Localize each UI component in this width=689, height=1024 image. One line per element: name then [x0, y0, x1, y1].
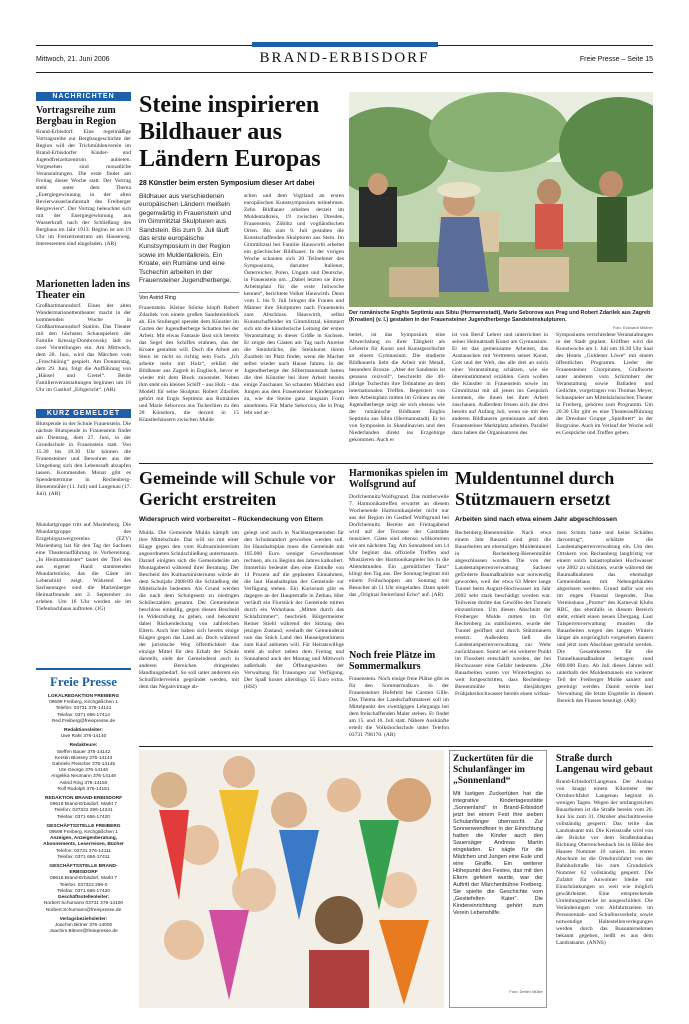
article-6-col-2: men Schutz hatte und keine Schäden davontrug“, schätzte die Landestalsperrenverwaltung ein. Um den Ortskern von Rechenberg langfristig vor einem solch katastrophalen Hochwasser wie 2002 zu schützen, wurde während der Baumaßnahmen das ehemalige Gemeindehaus mit Nebengebäuden abgerissen werden. Grund dafür war ein im engen Flusstal liegender, Das Vereinshaus „Promo“ des Karneval Klubs RBC, das ebenfalls in diesem Bereich steht, erhielt einen neuen Übergang. Laut Talsperrenverwaltung mussten die Bauarbeiten wegen des langen Winters länger als ursprünglich vorgesehen dauern und jetzt zum Abschluss gebracht werden. Die Gesamtkosten für die Tunnelbaumaßnahme betragen rund 600.000 Euro. Ab Juli dieses Jahres soll unterhalb des Muldentunnels ein weiterer Teil der Freiberger Mulde saniert und gereinigt werden. Damit werde laut Verwaltung die letzte Engstelle in diesem Bereich des Flusses beseitigt. (AR): [557, 530, 653, 704]
sculptors-photo: [349, 92, 653, 307]
short-news-label: KURZ GEMELDET: [36, 409, 131, 418]
impressum-block-2-line: Telefax: 0371 656-17420: [57, 814, 110, 820]
impressum-redakteur: Kerstin Blossey 376-14143: [54, 755, 113, 761]
issue-date: Mittwoch, 21. Juni 2006: [36, 56, 110, 63]
article-1-col-5: Symposiums verschiedene Veranstaltungen in der Stadt geplant. Eröffnet wird die Kunstwoche am 1. Juli um 16.30 Uhr Saal des Hotels „Goldener Löwe“ mit einem öffentlichen Programm. Lieder der Frauensteiner Chorpiraten, Grußworte unter anderem vom Schirmherr der Veranstaltung sowie Balladen und Gedichte, vorgetragen von Thomas Meyer, Schauspieler am Mittelsächsischen Theater in Freiberg, gehören zum Programm. Um 20.30 Uhr gibt es eine Theateraufführung der Dresdner Gruppe „Spielbrett“ in der Burgruine. Auch im Verlauf der Woche soll es Gespräche und Treffen geben.: [556, 332, 653, 436]
children-photo-image: [139, 750, 444, 1008]
article-4-body: Frauenstein. Noch einige freie Plätze gibt es für den Sommermalkurs in der Frauensteiner Hofefeld bei Carsten Gille. Das Thema der Landschaftsmalerei soll im Mittelpunkt des zweitägigen Lehrgangs bei dem freischaffenden Maler stehen. Er findet am 15. und 16. Juli statt. Nähere Auskünfte erteilt die Volkshochschule unter Telefon 03731 798170. (AR): [349, 676, 449, 738]
news-item-1-title: Vortragsreihe zum Bergbau in Region: [36, 105, 117, 127]
impressum-redakteur: Astrid Ring 376-14150: [59, 780, 108, 786]
article-1-col-4: ist von Beruf Lehrer und unterrichtet in seiner Heimatstadt Kunst am Gymnasium. Er ist das gemeinsame Arbeiten, das Austauschen mit Vertretern seiner Kunst, Gott und der Welt, das alle drei an solch einer Veranstaltung schätzen, wie sie übereinstimmend erzählen. Gern wollen die Künstler in Frauenstein sowie im Gimmlitztal mit all jenen ins Gespräch kommen, die ihnen bei ihrer Arbeit zuschauen. Außerdem freuen sich die drei bereits auf Anfang Juli, wenn sie mit den anderen Bildhauern gemeinsam auf dem Frauensteiner Marktplatz arbeiten. Parallel dazu haben die Organisatoren des: [452, 332, 548, 436]
article-2-subhead: Widerspruch wird vorbereitet – Rückendeckung von Eltern: [139, 516, 323, 523]
freie-presse-logo: Freie Presse: [49, 674, 117, 689]
article-5-headline: Zuckertüten für die Schulanfänger im „Sonnenland“: [453, 754, 534, 786]
impressum-leiter-label: Redaktionsleiter:: [64, 728, 103, 734]
impressum-block-1-line: 09599 Freiberg, Kirchgäßchen 1: [49, 700, 118, 706]
impressum-block-4-line: Telefon: 037322 296-0: [59, 882, 108, 888]
sculptors-photo-image: [349, 92, 653, 307]
impressum-block-4-line: Norbert Schumann 03731 376-14100: [43, 901, 124, 907]
article-5-body: Mit lustigen Zuckertüten hat die integrative Kindertagesstätte „Sonnenland“ in Brand-Erbisdorf jetzt bei einem Fest ihre sieben Schulanfänger überrascht. Zur Sonnenwendfeier in der Einrichtung hatten die Kinder auch den Sauersäger Andreas Martin eingeladen. Er sägte für die Mädchen und Jungen eine Eule und eine Giraffe. Ein weiterer Höhepunkt des Festes, das mit den Eltern gefeiert wurde, war der Auftritt der Märchenbühne Freiberg. Sie spielte die Geschichte vom „Gestiefelten Kater“. Die Kindereinrichtung gehört zum Verein Lebenshilfe.: [453, 791, 543, 916]
impressum-block-5-line: Joachim Bittner 376-14000: [54, 922, 113, 928]
header-bottom-rule: [36, 72, 653, 73]
impressum-block-1-line[interactable]: Red.Freiberg@freiepresse.de: [51, 718, 116, 724]
short-item-2: Mundartgruppe tritt auf Marienberg. Die Mundartgruppe des Erzgebirgszweigvereins (EZV) Marienberg hat für den Tag der Sachsen eine Theateraufführung in Vorbereitung. „In Heimatminister“ lautet der Titel des aus eigener Hand stammenden Mundartstücks, das die Gäste im Lebensbild zeigt. Während des Sachsentages sind die Marienberger Heimatfreunde am 2. September zu erleben. Um 16 Uhr werden sie im Tiefenbachhaus auftreten. (JG): [36, 522, 131, 612]
article-1-subhead: 28 Künstler beim ersten Symposium dieser Art dabei: [139, 180, 315, 187]
article-2-col-1: Mulda. Die Gemeinde Mulda kämpft um ihre Mittelschule. Das will sie mit einer Klage gegen den vom Kultusministerium angeordneten Schulschließung untermauern. Darauf einigten sich die Gemeinderäte am Montagabend während ihrer Beratung. Der Bescheid des Kultusministeriums würde ab dem Schuljahr 2008/09 die Schließung der Mittelschule bedeuten. Als Grund werden die nach dem Schulgesetz zu niedrigen Schülerzahlen genannt. Der Gemeinderat beschloss einhellig, gegen diesen Bescheid in Widerrufung zu gehen, und bekommt dabei Rückendeckung von zahlreichen Eltern. Auch hier haben sich bereits einige Klagen gegen das Land an. Doch während der juristische Weg öffentlichkeit das einzige Mittel für den Erhalt der Schule darstellt, sieht der Gemeinderat auch in anderen Bereichen dringenden Handlungsbedarf. So soll unter anderem ein Schulförderverein gegründet werden, mit dem das Negativimage ab-: [139, 530, 239, 690]
article-2-col-2: gelegt und auch in Nachbargemeinden für den Schulstandort geworben werden soll. Im Haushaltsplan muss die Gemeinde mit 105.000 Euro weniger Gewerbesteuer rechnen, als zu Beginn des Jahres kalkuliert. Immerhin bedeutet dies eine Einbuße von 14 Prozent auf die geplanten Einnahmen, die laut Haushaltsplan der Gemeinde zur Verfügung stehen. Ein Kuriosum gibt es dagegen an der Hauptstraße in Zethau. Hier verläuft ein Flurstück der Gemeinde mitten durch ein Wohnhaus. „Mitten durch das Schlafzimmer“, beschrieb Bürgermeister Reiner Stiehl während der Sitzung den jetzigen Zustand, weshalb der Gemeinderat nun das Stück Land den Hauseigentümern zum Kauf anbieten will. Für Heiratswillige steht ab sofort neben dem Freitag und Sonnabend auch der Montag und Mittwoch außerhalb der Öffnungszeiten der Verwaltung für Trauungen zur Verfügung. Der Spaß kostet allerdings 55 Euro extra. (HSI): [244, 530, 344, 690]
impressum-block-2-line: Telefon: 037322 296-14241: [54, 808, 113, 814]
impressum-block-1-line: Telefax: 0371 656-17414: [57, 712, 110, 718]
sidebar: [36, 92, 131, 1007]
impressum-block-2-line: 09618 Brand-Erbisdorf, Markt 7: [50, 802, 117, 808]
impressum-block-2-title: REDAKTION BRAND-ERBISDORF: [44, 796, 122, 802]
news-label: NACHRICHTEN: [36, 92, 131, 101]
impressum-block-4-line: Telefax: 0371 656-17420: [57, 888, 110, 894]
article-1-col-2: schen und dem Vogtland an ersten europäischen Kunstsymposium teilnehmen. Zehn Bildhauer arbeiten derzeit im Muldentalkreis, 19 zwischen Dresden, Frauenstein, Zöblitz und vogtländischen Orten. Bis zum 9. Juli gestalten die Kunstschaffenden Skulpturen aus Stein. Im Gimmlitztal bei Familie Hauswirth arbeitet ein griechischer Bildhauer. In der vorigen Woche schauten sich 20 Teilnehmer des Symposiums, darunter Italiener, Österreicher, Polen, Ungarn und Deutsche, in Frauenstein um. „Dabei letzten sie ihren Arbeitsplatz für die erste Juliwoche kennen“, berichtete Volker Hauswirth. Denn vom 1. bis 9. Juli bringen die Frauen und Männer ihre Skulpturen nach Frauenstein zum Abschluss. Hauswirth, selbst Kunstschaffender im Gimmlitztal, kümmert sich um die künstlerische Leitung der ersten Veranstaltung in dieser Größe in Sachsen. Er zeigte den Gästen am Tag nach Anreise die Steinbrüche, die Steinkunst ihrem Zuarbeit im Platz findet, wenn die Macher selbst wieder nach Hause fahren. In der Jugendherberge der Silbermannstadt hatten die drei Künstler bei ihrer Arbeit bereits einige Zuschauer. So schauten Mädchen und Jungen aus dem Frauensteiner Kindergarten zu, wie die Steine ganz langsam Form annehmen. Für Marie Seborova, die in Prag lebt und ar-: [244, 193, 344, 416]
impressum-block-3-sub: Anzeigen, Anzeigenberatung, Abonnements, Leserreisen, Bücher: [43, 836, 124, 848]
zuckertueten-box: [449, 750, 547, 1008]
impressum-redakteur: Steffen Bauer 376-14142: [56, 749, 111, 755]
divider: [139, 746, 653, 747]
impressum-block-4-line: 09618 Brand-Erbisdorf, Markt 7: [50, 876, 117, 882]
news-item-1-body: Brand-Erbisdorf. Eine regelmäßige Vortragsreihe zur Bergbaugeschichte der Region will der Trichmühlenverein im Brand-Erbisdorfer Kinder- und Jugendfreizeitzentrum anbieten. Vorgesehen sind monatliche Veranstaltungen. Die erste findet am Freitag dieser Woche statt. Der Vortrag steht unter dem Thema „Energiegewinnung in der alten Revierwasserlaufanstalt des Freiberger Bergreviers“. Der Vortrag beleuchtet sich mit der Energiegewinnung aus Wasserkraft nach der Schließung des Bergbaus im Jahr 1913. Beginn ist um 19 Uhr im Freizeitzentrum am Hauseweg. Interessenten sind eingeladen. (AR): [36, 129, 131, 247]
impressum-block-4-sub: Geschäftsstellenleiter:: [57, 895, 110, 901]
impressum-box: [36, 668, 131, 935]
section-title: BRAND-ERBISDORF: [259, 50, 430, 66]
impressum-redakteur: Ute George 376-14146: [58, 768, 109, 774]
article-1-headline: Steine inspirieren Bildhauer aus Ländern Europas: [139, 92, 321, 172]
impressum-block-3-line: Telefon: 03731 376-14111: [55, 848, 112, 854]
impressum-block-4-line[interactable]: Norbert.Schumann@freiepresse.de: [45, 907, 122, 913]
impressum-block-3-line: Telefax: 0371 656-17411: [57, 854, 110, 860]
impressum-block-5-title: Verlagsbeziehsleiter:: [59, 916, 108, 922]
impressum-redakteur: Angelika Neumann 376-14148: [51, 774, 116, 780]
article-7-body: Brand-Erbisdorf/Langenau. Der Ausbau von knapp einem Kilometer der Ortsdurchfahrt Langenau beginnt in wenigen Tagen. Wegen der umfangreichen Bauarbeiten ist die Straße bereits vom 26. Juni bis zum 31. Oktober abschnittsweise vollständig gesperrt. Das teilte das Landratsamt mit. Die Kreisstraße wird von der Brücke vor dem Straßenbaubau Richtung Oberreichenbach bis in Höhe des Hauses Nummer 10 saniert. Im ersten Abschnitt ist die Ortsdurchfahrt von der Bahnhofstraße bis zum Grundstück Nummer 62 vollständig gesperrt. Die Zufahrt für Anwohner bleibe mit Einschränkungen so weit wie möglich gewährleistet. Eine entsprechende Umleitungsstrecke ist ausgeschildert. Die Veränderungen von Abfahrtszeiten im Personennah- und Schulbusverkehr, sowie notwendige Haltestellenverlegungen werden durch das Busunternehmen bekannt gegeben, heißt es aus dem Landratsamt. (ANNS): [556, 779, 653, 946]
news-item-2-title: Marionetten laden ins Theater ein: [36, 279, 130, 301]
article-6-col-1: Rechenberg-Bienenmühle. Nach etwa einem Jahr Bauzeit sind jetzt die Bauarbeiten am ehemaligen Muldentunnel in Rechenberg-Bienenmühle abgeschlossen worden. Die von der Landestalsperrenverwaltung Sachsen geförderte Baumaßnahme war notwendig geworden, weil der etwa 63 Meter lange Tunnel beim August-Hochwasser im Jahr 2002 sehr stark beschädigt worden war. Teilweise drohte das Gewölbe des Tunnels einzustürzen. Um diesen Abschnitt der Freiberger Mulde mitten im Ort Rechenberg zu stabilisieren, wurde der Tunnel geöffnet und durch Stützmauern ersetzt. Außerdem ließ die Landestalsperrenverwaltung zur Wehr zurückbauen. Somit sei ein weiterer Punkt im Flussbett entschärft worden, der bei Hochwasser eine Gefahr bedeutete. „Die Bauarbeiten waren vor Winterbeginn so weit fortgeschritten, dass Rechenberg-Bienenmühle beim diesjährigen Frühjahrshochwasser bereits einen wirksa-: [455, 530, 551, 697]
children-photo-credit: Foto: Detlev Müller: [509, 989, 543, 994]
impressum-block-5-line[interactable]: Joachim.Bittner@freiepresse.de: [49, 929, 118, 935]
short-item-1: Blutspende in der Schule Frauenstein. Die nächste Blutspende in Frauenstein findet am Dienstag, dem 27. Juni, in der Grundschule in Frauenstein statt. Von 15.30 bis 18.30 Uhr können die Frauensteiner und Bewohner aus der Umgebung sich den Lebenssaft abzapfen lassen. Kommenden Monat gibt es Spendentermine in Rechenberg-Bienenmühle (11. Juli) und Langenau (17. Juli). (AR): [36, 421, 131, 497]
article-1-byline: Von Astrid Ring: [139, 295, 176, 301]
impressum-block-3-title: GESCHÄFTSSTELLE FREIBERG: [46, 823, 121, 829]
section-accent-bar: [252, 42, 438, 47]
impressum-block-1-title: LOKALREDAKTION FREIBERG: [47, 694, 120, 699]
article-3-body: Dorfchemnitz/Wolfsgrund. Das mittlerweile 7. Harmonikatreffen erwartet an diesem Wochenende Harmonikaspieler nicht nur aus der Region im Gasthof Wolfsgrund bei Dorfchemnitz. Bereits am Freitagabend wird auf der Terrasse der Gaststätte musiziert. Gäste sind ebenso willkommen wie am nächsten Tag. Am Sonnabend um 14 Uhr beginnt das offizielle Treffen und Musizieren der Harmonikaspieler bis in die Abendstunden. Ein „gemütlicher Tanz“ klingt den Tag aus. Der Sonntag beginnt mit einem Frühschoppen am Sonntag mit Besucher ab 11 Uhr eingeladen. Dann spielt das „Original Steirerland Echo“ auf. (AR): [349, 494, 449, 598]
page-number: Freie Presse – Seite 15: [579, 56, 653, 63]
article-1-byline-rule: [139, 292, 239, 293]
impressum-leiter-name: Uwe Rahr 376-14140: [60, 734, 107, 740]
impressum-redakteur: Gabriele Fleischer 376-14145: [51, 762, 116, 768]
impressum-redakteure-label: Redakteure:: [69, 743, 98, 749]
impressum-block-3-line: 09599 Freiberg, Kirchgäßchen 1: [49, 830, 118, 836]
children-photo: [139, 750, 444, 1008]
impressum-block-4-title: GESCHÄFTSSTELLE BRAND-ERBISDORF: [49, 864, 118, 876]
impressum-block-1-line: Telefon: 03731 376-14141: [55, 706, 112, 712]
article-1-lead: Bildhauer aus verschiedenen europäischen Ländern meißeln gegenwärtig in Frauenstein und im Gimmlitztal Skulpturen aus Sandstein. Bis zum 9. Juli läuft das erste europäische Kunstsymposium in der Region sowie im Muldentalkreis. Ein Kroate, ein Rumäne und eine Tschechin arbeiten in der Frauensteiner Jugendherberge.: [139, 193, 232, 285]
article-6-headline: Muldentunnel durch Stützmauern ersetzt: [455, 468, 615, 509]
article-3-headline: Harmonikas spielen im Wolfsgrund auf: [349, 468, 448, 490]
divider: [139, 463, 653, 464]
article-2-headline: Gemeinde will Schule vor Gericht erstreiten: [139, 468, 336, 509]
sculptors-photo-credit: Foto: Eckhardt Mildner: [612, 325, 653, 330]
article-7-headline: Straße durch Langenau wird gebaut: [556, 753, 653, 775]
article-1-col-1: Frauenstein. Kleine Stücke klopft Robert Zdarilek von einem großen Sandsteinblock ab. Ein Stollengel spendet dem Künstler im Garten der Jugendherberge Schatten bei der Arbeit. Mit etwas Fantasie lässt sich bereits das Segel des Schiffes erahnen, das der Kroate gestalten will. Doch die Arbeit am Stein ist nicht so richtig sein Fach. „Ich arbeite mehr mit Holz“, erklärt der Bildhauer aus Zagreb in Englisch, bevor er wieder mit dem Block zuwendet. Neben ihm steht ein kleines Schiff – aus Holz – das Modell für seine Skulptur. Robert Zdarilek gehört mit Engis Septimiu aus Rumänien und Marie Seborova aus Tschechien zu den 28 Künstlern, die derzeit in 15 Künstlerhäusern zwischen Mulde: [139, 305, 239, 423]
impressum-text: [36, 694, 131, 935]
impressum-redakteur: Rolf Rudolph 376-14151: [57, 786, 110, 792]
article-4-headline: Noch freie Plätze im Sommermalkurs: [349, 650, 436, 672]
article-1-col-3: beitet, ist das Symposium eine Abwechslung zu ihrer Tätigkeit als Lehrerin für Kunst und Kunstgeschichte an einem Gymnasium. Die studierte Bildhauerin liebt die Arbeit mit Metall, besonders Bronze. „Aber der Sandstein ist genauso reizvoll“, beschreibt die 40-jährige Tschechin ihre Teilnahme an dem internationalen Treffen. Begeistert von dem Arbeitsplatz mitten im Grünen an der Jugendherberge zeigt sie sich ebenso wie der rumänische Bildhauer Enghis Septimiu aus Sibiu (Hermannstadt). Er ist von Symposien in Skandinavien und den Niederlanden direkt ins Erzgebirge gekommen. Auch er: [349, 332, 445, 443]
article-6-subhead: Arbeiten sind nach etwa einem Jahr abgeschlossen: [455, 516, 617, 523]
sculptors-photo-caption: Der rumänische Enghis Septimiu aus Sibiu (Hermannstadt), Marie Seborova aus Prag und Robert Zdarilek aus Zagreb (Kroatien) (v. l.) gestalten in der Frauensteiner Jugendherberge Sandsteinskulpturen.: [349, 310, 651, 323]
news-item-2-body: Großhartmannsdorf. Eines der alten Wandermarionettentheater macht in der kommenden Woche in Großhartmannsdorf Station. Das Theater mit den höchsten Schauspielern der Familie Kressig-Dombrowsky lädt zu zwei Vorstellungen ein. Am Mittwoch, dem 28. Juni, wird das Märchen vom „Froschkönig“ gespielt. Am Donnerstag, dem 29. Juni, folgt die Aufführung von „Hänsel und Gretel“. Beide Familienveranstaltungen beginnen um 16 Uhr im Gasthof „Erbgericht“. (AR): [36, 303, 131, 393]
